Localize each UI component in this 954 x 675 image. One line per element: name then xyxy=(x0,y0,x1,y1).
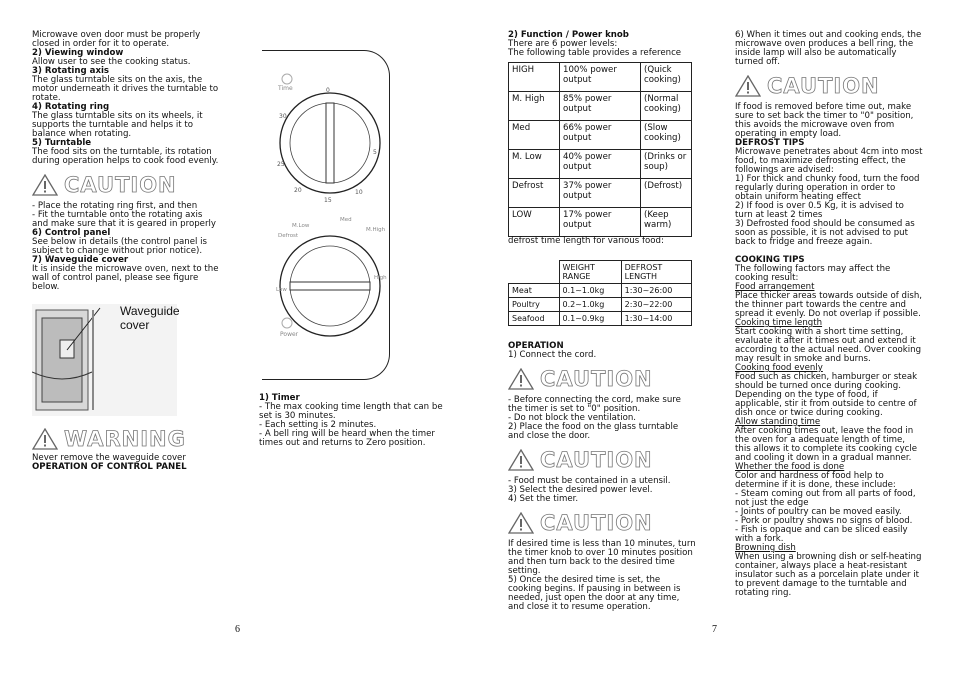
defrost-table-cell: Seafood xyxy=(509,312,560,326)
timer-text: - The max cooking time length that can be set is 30 minutes. - Each setting is 2 minutes. - A bell ring will be heard when the timer times out and returns to Zero position. xyxy=(259,402,443,448)
power-table-cell: 85% power output xyxy=(560,92,641,121)
caution-block-2 xyxy=(508,447,696,473)
power-table-cell: 17% power output xyxy=(560,208,641,237)
caution-icon-4 xyxy=(735,75,761,97)
defrost-table-cell: 0.2~1.0kg xyxy=(559,298,621,312)
left-column xyxy=(32,31,220,292)
rotating-axis-heading: 3) Rotating axis xyxy=(32,66,110,76)
caution-icon-1 xyxy=(508,368,534,390)
power-table-cell: M. Low xyxy=(509,150,560,179)
control-panel-text: See below in details (the control panel is subject to change without prior notice). xyxy=(32,237,207,256)
defrost-table-header-cell: WEIGHT RANGE xyxy=(559,261,621,284)
rotating-ring-text: The glass turntable sits on its wheels, it supports the turntable and helps it to balance when rotating. xyxy=(32,111,203,139)
defrost-tips-text: Microwave penetrates about 4cm into most food, to maximize defrosting effect, the followings are advised: 1) For thick and chunky food, turn the food regularly during operation in order to obtain uniform heating effect 2) If food is over 0.5 Kg, it is advised to turn at least 2 times 3) Defrosted food should be consumed as soon as possible, it is not advised to put back to fridge and freeze again. xyxy=(735,147,923,247)
dial-med-label: Med xyxy=(340,217,352,223)
power-table-row xyxy=(509,150,692,179)
dial-number-10: 10 xyxy=(355,189,363,196)
food-done-text: Color and hardness of food help to determine if it is done, these include: - Steam coming out from all parts of food, not just the edge - Joints of poultry can be moved easily. - Pork or poultry shows no signs of blood. - Fish is opaque and can be sliced easily with a fork. xyxy=(735,471,916,544)
power-table-cell: M. High xyxy=(509,92,560,121)
function-knob-heading: 2) Function / Power knob xyxy=(508,30,629,40)
caution-text-3: If desired time is less than 10 minutes, turn the timer knob to over 10 minutes position and then turn back to the desired time setting. 5) Once the desired time is set, the cooking begins. If pausing in between is needed, just open the door at any time, and close it to resume operation. xyxy=(508,539,696,612)
waveguide-cover-figure xyxy=(32,300,182,420)
warning-icon xyxy=(32,428,58,450)
dial-mhigh-label: M.High xyxy=(366,227,386,233)
food-arrangement-heading: Food arrangement xyxy=(735,282,815,292)
timeout-step-6: 6) When it times out and cooking ends, the microwave oven produces a bell ring, the inside lamp will also be automatically turned off. xyxy=(735,30,922,67)
operation-step-1: 1) Connect the cord. xyxy=(508,350,597,360)
standing-time-heading: Allow standing time xyxy=(735,417,821,427)
cooking-evenly-heading: Cooking food evenly xyxy=(735,363,823,373)
power-level-table xyxy=(508,62,692,237)
turntable-text: The food sits on the turntable, its rotation during operation helps to cook food evenly. xyxy=(32,147,219,166)
power-table-cell: (Drinks or soup) xyxy=(641,150,692,179)
power-table-cell: HIGH xyxy=(509,63,560,92)
defrost-table-cell: Meat xyxy=(509,284,560,298)
power-table-row xyxy=(509,92,692,121)
defrost-tips-heading: DEFROST TIPS xyxy=(735,138,805,148)
operation-heading: OPERATION xyxy=(508,341,564,351)
defrost-intro: defrost time length for various food: xyxy=(508,236,664,246)
cooking-tips-heading: COOKING TIPS xyxy=(735,255,805,265)
food-arrangement-text: Place thicker areas towards outside of dish, the thinner part towards the centre and spread it evenly. Do not overlap if possible. xyxy=(735,291,922,319)
right-column xyxy=(508,31,696,612)
food-done-heading: Whether the food is done xyxy=(735,462,845,472)
warning-block xyxy=(32,426,232,452)
waveguide-text: It is inside the microwave oven, next to the wall of control panel, please see figure below. xyxy=(32,264,219,292)
viewing-window-heading: 2) Viewing window xyxy=(32,48,124,58)
power-table-cell: 100% power output xyxy=(560,63,641,92)
dial-number-30: 30 xyxy=(279,113,287,120)
cooking-evenly-text: Food such as chicken, hamburger or steak should be turned once during cooking. Depending on the type of food, if applicable, stir it from outside to centre of dish once or twice during cooking. xyxy=(735,372,918,418)
power-table-row xyxy=(509,63,692,92)
power-table-cell: (Normal cooking) xyxy=(641,92,692,121)
browning-dish-heading: Browning dish xyxy=(735,543,796,553)
dial-number-25: 25 xyxy=(277,161,285,168)
dial-number-15: 15 xyxy=(324,197,332,204)
dial-number-20: 20 xyxy=(294,187,302,194)
caution-items: - Place the rotating ring first, and then - Fit the turntable onto the rotating axis and make sure that it is geared in properly xyxy=(32,201,216,229)
defrost-table-header-cell xyxy=(509,261,560,284)
caution-word-4: CAUTION xyxy=(767,73,880,98)
waveguide-heading: 7) Waveguide cover xyxy=(32,255,129,265)
waveguide-figure-label: Waveguide cover xyxy=(120,304,180,332)
operation-control-panel-heading: OPERATION OF CONTROL PANEL xyxy=(32,462,187,472)
caution-icon-2 xyxy=(508,449,534,471)
door-intro: Microwave oven door must be properly closed in order for it to operate. xyxy=(32,30,201,49)
control-panel-heading: 6) Control panel xyxy=(32,228,111,238)
power-table-cell: (Defrost) xyxy=(641,179,692,208)
rotating-ring-heading: 4) Rotating ring xyxy=(32,102,110,112)
defrost-table-row xyxy=(509,298,692,312)
power-table-cell: Med xyxy=(509,121,560,150)
defrost-table-header-cell: DEFROST LENGTH xyxy=(621,261,691,284)
defrost-table xyxy=(508,260,692,326)
power-table-row xyxy=(509,179,692,208)
dial-defrost-label: Defrost xyxy=(278,233,299,239)
cooking-time-length-text: Start cooking with a short time setting, evaluate it after it times out and extend it according to the actual need. Over cooking may result in smoke and burns. xyxy=(735,327,922,364)
warning-text: Never remove the waveguide cover xyxy=(32,453,186,463)
dial-power-label: Power xyxy=(280,331,299,338)
caution-text-1: - Before connecting the cord, make sure the timer is set to "0" position. - Do not block the ventilation. 2) Place the food on the glass turntable and close the door. xyxy=(508,395,681,441)
caution-block xyxy=(32,172,220,198)
defrost-table-cell: 1:30~26:00 xyxy=(621,284,691,298)
function-knob-text: There are 6 power levels: The following table provides a reference xyxy=(508,39,682,58)
dial-mlow-label: M.Low xyxy=(292,223,310,229)
defrost-table-row xyxy=(509,312,692,326)
dial-high-label: High xyxy=(374,275,387,281)
browning-dish-text: When using a browning dish or self-heating container, always place a heat-resistant insulator such as a porcelain plate under it to prevent damage to the turntable and rotating ring. xyxy=(735,552,922,598)
page-number-7: 7 xyxy=(712,624,717,635)
caution-text-2: - Food must be contained in a utensil. 3) Select the desired power level. 4) Set the timer. xyxy=(508,476,671,504)
power-table-row xyxy=(509,208,692,237)
caution-icon-3 xyxy=(508,512,534,534)
warning-word: WARNING xyxy=(64,426,186,451)
turntable-heading: 5) Turntable xyxy=(32,138,92,148)
power-table-cell: 66% power output xyxy=(560,121,641,150)
control-panel-illustration xyxy=(262,50,390,380)
warning-triangle-icon xyxy=(32,174,58,196)
timer-heading: 1) Timer xyxy=(259,393,300,403)
after-caution-text: If food is removed before time out, make sure to set back the timer to "0" position, this avoids the microwave oven from operating in empty load. xyxy=(735,102,914,139)
page-number-6: 6 xyxy=(235,624,240,635)
power-table-cell: LOW xyxy=(509,208,560,237)
cooking-time-length-heading: Cooking time length xyxy=(735,318,823,328)
caution-block-4 xyxy=(735,73,923,99)
power-table-row xyxy=(509,121,692,150)
dial-number-0: 0 xyxy=(326,87,330,94)
power-table-cell: (Quick cooking) xyxy=(641,63,692,92)
dial-number-5: 5 xyxy=(373,149,377,156)
far-right-column xyxy=(735,31,923,598)
standing-time-text: After cooking times out, leave the food in the oven for a adequate length of time, this allows it to complete its cooking cycle and cooling it down in a gradual manner. xyxy=(735,426,918,463)
defrost-table-cell: 0.1~0.9kg xyxy=(559,312,621,326)
defrost-table-cell: 2:30~22:00 xyxy=(621,298,691,312)
defrost-table-header-row xyxy=(509,261,692,284)
warning-section xyxy=(32,426,232,472)
defrost-table-row xyxy=(509,284,692,298)
dial-time-label: Time xyxy=(278,85,293,92)
defrost-table-cell: 1:30~14:00 xyxy=(621,312,691,326)
power-table-cell: (Keep warm) xyxy=(641,208,692,237)
power-table-cell: Defrost xyxy=(509,179,560,208)
defrost-table-cell: Poultry xyxy=(509,298,560,312)
cooking-tips-intro: The following factors may affect the cooking result: xyxy=(735,264,891,283)
caution-word-3: CAUTION xyxy=(540,510,653,535)
power-table-cell: (Slow cooking) xyxy=(641,121,692,150)
caution-word: CAUTION xyxy=(64,172,177,197)
viewing-window-text: Allow user to see the cooking status. xyxy=(32,57,191,67)
power-table-cell: 37% power output xyxy=(560,179,641,208)
caution-block-1 xyxy=(508,366,696,392)
rotating-axis-text: The glass turntable sits on the axis, the motor underneath it drives the turntable to rotate. xyxy=(32,75,219,103)
caution-block-3 xyxy=(508,510,696,536)
power-table-cell: 40% power output xyxy=(560,150,641,179)
dial-low-label: Low xyxy=(276,287,287,293)
timer-section xyxy=(259,394,445,448)
caution-word-2: CAUTION xyxy=(540,447,653,472)
caution-word-1: CAUTION xyxy=(540,366,653,391)
defrost-table-cell: 0.1~1.0kg xyxy=(559,284,621,298)
